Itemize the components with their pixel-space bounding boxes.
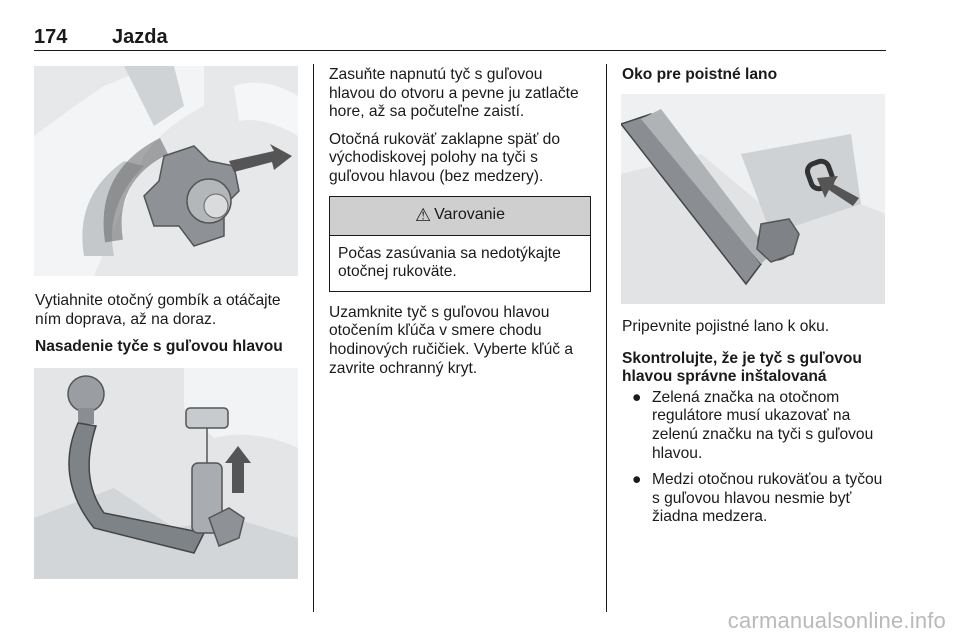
warning-box bbox=[329, 196, 591, 292]
figure-rotary-knob bbox=[34, 66, 298, 276]
warning-text: Počas zasúvania sa nedotýkajte otočnej rukoväte. bbox=[338, 244, 561, 281]
middle-column bbox=[329, 66, 591, 387]
page-header bbox=[34, 24, 886, 52]
column-rule-1 bbox=[313, 64, 314, 612]
bullet-icon: ● bbox=[632, 388, 642, 406]
list-item: ● Medzi otočnou rukoväťou a tyčou s guľovou hlavou nesmie byť žiadna medzera. bbox=[632, 471, 883, 526]
column-rule-2 bbox=[606, 64, 607, 612]
watermark: carmanualsonline.info bbox=[727, 608, 946, 633]
attach-cable-instruction: Pripevnite pojistné lano k oku. bbox=[622, 318, 830, 335]
right-column bbox=[622, 318, 888, 535]
warning-header bbox=[330, 197, 590, 236]
bullet-icon: ● bbox=[632, 471, 642, 489]
figure-ball-bar-insertion bbox=[34, 368, 298, 579]
page-number: 174 bbox=[34, 26, 68, 48]
figure-safety-cable-eye bbox=[621, 94, 885, 304]
warning-icon: ⚠ bbox=[415, 205, 432, 226]
warning-title: Varovanie bbox=[434, 206, 505, 224]
check-list bbox=[622, 389, 888, 527]
right-column-top bbox=[622, 66, 888, 93]
handle-snap-info: Otočná rukoväť zaklapne späť do východiskovej polohy na tyči s guľovou hlavou (bez medzery). bbox=[329, 130, 561, 185]
list-item: ● Zelená značka na otočnom regulátore musí ukazovať na zelenú značku na tyči s guľovou hlavou. bbox=[632, 388, 874, 462]
chapter-title: Jazda bbox=[112, 26, 168, 48]
pull-knob-instruction: Vytiahnite otočný gombík a otáčajte ním doprava, až na doraz. bbox=[35, 292, 281, 328]
insert-bar-instruction: Zasuňte napnutú tyč s guľovou hlavou do otvoru a pevne ju zatlačte hore, až sa počuteľne zaistí. bbox=[329, 66, 579, 121]
left-column bbox=[35, 292, 305, 365]
section-heading-check-installation: Skontrolujte, že je tyč s guľovou hlavou správne inštalovaná bbox=[622, 349, 862, 386]
lock-instruction: Uzamknite tyč s guľovou hlavou otočením kľúča v smere chodu hodinových ručičiek. Vyberte kľúč a zavrite ochranný kryt. bbox=[329, 303, 574, 377]
section-heading-insert-ball-bar: Nasadenie tyče s guľovou hlavou bbox=[35, 338, 283, 356]
header-rule bbox=[34, 50, 886, 51]
section-heading-safety-cable-eye: Oko pre poistné lano bbox=[622, 66, 778, 83]
